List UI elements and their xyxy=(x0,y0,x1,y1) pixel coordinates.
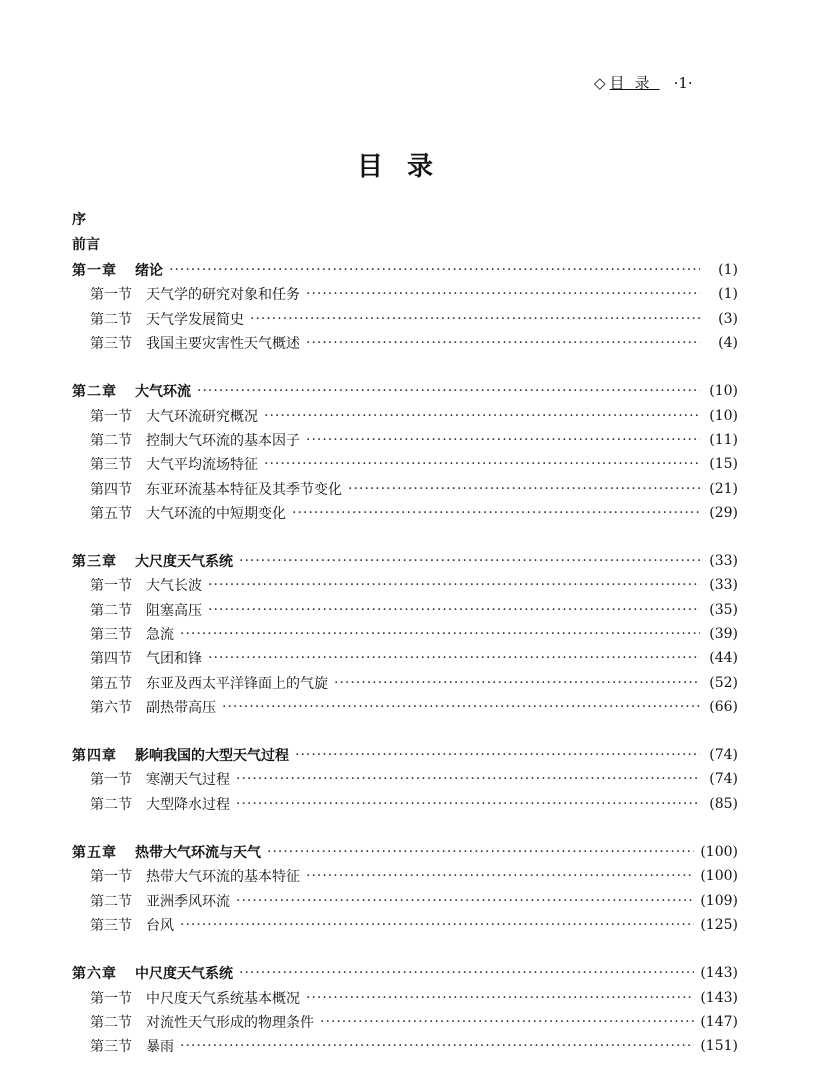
section-number: 第二节 xyxy=(90,893,132,910)
section-number: 第一节 xyxy=(90,990,132,1007)
section-title: 大型降水过程 xyxy=(146,796,230,813)
section-page-number: (39) xyxy=(709,626,738,642)
toc-section-row[interactable] xyxy=(72,307,738,331)
chapter-spacer xyxy=(72,719,738,743)
dot-leader xyxy=(222,699,700,715)
dot-leader xyxy=(306,432,700,448)
section-page-number: (10) xyxy=(709,407,738,424)
table-of-contents xyxy=(72,208,738,1058)
dot-leader xyxy=(236,771,700,787)
section-number: 第二节 xyxy=(90,432,132,449)
section-page-number: (74) xyxy=(709,771,738,788)
toc-section-row[interactable] xyxy=(72,501,738,525)
toc-section-row[interactable] xyxy=(72,695,738,719)
toc-section-row[interactable] xyxy=(72,428,738,452)
section-number: 第四节 xyxy=(90,481,132,498)
section-number: 第五节 xyxy=(90,505,132,522)
section-page-number: (147) xyxy=(700,1013,738,1030)
section-title: 大气环流的中短期变化 xyxy=(146,505,286,522)
toc-chapter-row[interactable] xyxy=(72,743,738,767)
toc-chapter-row[interactable] xyxy=(72,258,738,282)
chapter-title: 影响我国的大型天气过程 xyxy=(135,748,289,765)
toc-chapter-row[interactable] xyxy=(72,379,738,403)
section-title: 天气学的研究对象和任务 xyxy=(146,287,300,304)
toc-chapter-row[interactable] xyxy=(72,840,738,864)
section-page-number: (44) xyxy=(709,650,738,667)
chapter-page-number: (143) xyxy=(700,965,738,982)
toc-section-row[interactable] xyxy=(72,282,738,306)
chapter-title: 大气环流 xyxy=(135,384,191,401)
dot-leader xyxy=(236,893,694,909)
dot-leader xyxy=(267,844,694,860)
section-number: 第三节 xyxy=(90,1039,132,1056)
section-title: 大气长波 xyxy=(146,578,202,595)
chapter-spacer xyxy=(72,937,738,961)
chapter-title: 热带大气环流与天气 xyxy=(135,845,261,862)
section-number: 第二节 xyxy=(90,311,132,328)
dot-leader xyxy=(334,675,700,691)
chapter-number: 第一章 xyxy=(72,263,117,280)
section-title: 东亚环流基本特征及其季节变化 xyxy=(146,481,342,498)
toc-section-row[interactable] xyxy=(72,792,738,816)
section-title: 寒潮天气过程 xyxy=(146,772,230,789)
section-number: 第二节 xyxy=(90,796,132,813)
chapter-title: 绪论 xyxy=(135,263,163,280)
toc-section-row[interactable] xyxy=(72,476,738,500)
chapter-page-number: (100) xyxy=(700,844,738,861)
dot-leader xyxy=(208,650,700,666)
toc-section-row[interactable] xyxy=(72,622,738,646)
section-title: 天气学发展简史 xyxy=(146,311,244,328)
section-title: 中尺度天气系统基本概况 xyxy=(146,990,300,1007)
running-head-label: 目录 xyxy=(609,74,660,92)
dot-leader xyxy=(306,335,700,351)
section-title: 急流 xyxy=(146,627,174,643)
section-number: 第一节 xyxy=(90,287,132,304)
section-number: 第一节 xyxy=(90,578,132,595)
section-title: 控制大气环流的基本因子 xyxy=(146,432,300,449)
section-title: 对流性天气形成的物理条件 xyxy=(146,1014,314,1031)
dot-leader xyxy=(239,965,694,981)
dot-leader xyxy=(180,1038,694,1054)
chapter-title: 中尺度天气系统 xyxy=(135,966,233,983)
section-page-number: (66) xyxy=(709,698,738,715)
dot-leader xyxy=(180,917,694,933)
toc-chapter-row[interactable] xyxy=(72,549,738,573)
chapter-number: 第五章 xyxy=(72,845,117,862)
section-page-number: (33) xyxy=(709,577,738,594)
dot-leader xyxy=(180,626,700,642)
chapter-spacer xyxy=(72,525,738,549)
section-number: 第四节 xyxy=(90,651,132,668)
toc-section-row[interactable] xyxy=(72,598,738,622)
chapter-number: 第三章 xyxy=(72,554,117,571)
dot-leader xyxy=(208,602,700,618)
toc-section-row[interactable] xyxy=(72,1010,738,1034)
section-title: 阻塞高压 xyxy=(146,602,202,619)
chapter-spacer xyxy=(72,355,738,379)
chapter-spacer xyxy=(72,816,738,840)
toc-section-row[interactable] xyxy=(72,452,738,476)
running-head-page-number: ·1· xyxy=(673,74,693,92)
dot-leader xyxy=(306,286,700,302)
dot-leader xyxy=(264,456,700,472)
section-page-number: (125) xyxy=(700,916,738,933)
section-title: 热带大气环流的基本特征 xyxy=(146,869,300,886)
section-page-number: (4) xyxy=(718,335,738,352)
section-page-number: (15) xyxy=(709,456,738,473)
section-number: 第五节 xyxy=(90,675,132,692)
chapter-page-number: (10) xyxy=(709,383,738,400)
section-title: 大气环流研究概况 xyxy=(146,408,258,425)
section-page-number: (35) xyxy=(709,601,738,618)
section-page-number: (11) xyxy=(709,431,738,448)
toc-section-row[interactable] xyxy=(72,985,738,1009)
toc-section-row[interactable] xyxy=(72,331,738,355)
chapter-page-number: (74) xyxy=(709,747,738,764)
dot-leader xyxy=(208,577,700,593)
front-matter-foreword: 前言 xyxy=(72,237,100,253)
chapter-number: 第四章 xyxy=(72,748,117,765)
toc-section-row[interactable] xyxy=(72,403,738,427)
toc-section-row[interactable] xyxy=(72,889,738,913)
section-title: 亚洲季风环流 xyxy=(146,893,230,910)
section-page-number: (143) xyxy=(700,989,738,1006)
toc-section-row[interactable] xyxy=(72,573,738,597)
section-page-number: (1) xyxy=(718,286,738,303)
chapter-number: 第六章 xyxy=(72,966,117,983)
diamond-outline-icon: ◇ xyxy=(594,74,606,92)
chapter-page-number: (1) xyxy=(718,262,738,279)
toc-section-row[interactable] xyxy=(72,767,738,791)
section-number: 第一节 xyxy=(90,869,132,886)
section-title: 大气平均流场特征 xyxy=(146,457,258,474)
section-title: 东亚及西太平洋锋面上的气旋 xyxy=(146,675,328,692)
section-number: 第三节 xyxy=(90,627,132,643)
chapter-number: 第二章 xyxy=(72,384,117,401)
toc-section-row[interactable] xyxy=(72,1034,738,1058)
dot-leader xyxy=(239,553,700,569)
toc-section-row[interactable] xyxy=(72,670,738,694)
section-page-number: (3) xyxy=(718,310,738,327)
section-number: 第二节 xyxy=(90,1014,132,1031)
section-page-number: (52) xyxy=(709,674,738,691)
section-title: 气团和锋 xyxy=(146,651,202,668)
chapter-title: 大尺度天气系统 xyxy=(135,554,233,571)
dot-leader xyxy=(320,1014,694,1030)
dot-leader xyxy=(250,311,700,327)
section-number: 第三节 xyxy=(90,457,132,474)
section-number: 第一节 xyxy=(90,772,132,789)
page-title: 目录 xyxy=(356,152,457,182)
section-title: 台风 xyxy=(146,917,174,934)
running-head xyxy=(594,72,693,93)
section-number: 第三节 xyxy=(90,917,132,934)
section-number: 第一节 xyxy=(90,408,132,425)
section-page-number: (21) xyxy=(709,480,738,497)
dot-leader xyxy=(169,262,700,278)
dot-leader xyxy=(306,990,694,1006)
section-title: 我国主要灾害性天气概述 xyxy=(146,336,300,353)
section-page-number: (100) xyxy=(700,868,738,885)
section-title: 副热带高压 xyxy=(146,699,216,716)
dot-leader xyxy=(264,408,700,424)
chapter-list xyxy=(72,258,738,1058)
toc-chapter-row[interactable] xyxy=(72,961,738,985)
dot-leader xyxy=(236,796,700,812)
section-page-number: (85) xyxy=(709,795,738,812)
section-title: 暴雨 xyxy=(146,1039,174,1056)
section-number: 第六节 xyxy=(90,699,132,716)
front-matter-preface: 序 xyxy=(72,212,86,228)
dot-leader xyxy=(295,747,700,763)
section-number: 第三节 xyxy=(90,336,132,353)
dot-leader xyxy=(306,868,694,884)
section-page-number: (151) xyxy=(700,1038,738,1055)
section-page-number: (109) xyxy=(700,892,738,909)
dot-leader xyxy=(292,505,700,521)
chapter-page-number: (33) xyxy=(709,553,738,570)
dot-leader xyxy=(197,383,700,399)
toc-section-row[interactable] xyxy=(72,646,738,670)
section-page-number: (29) xyxy=(709,504,738,521)
dot-leader xyxy=(348,481,700,497)
toc-section-row[interactable] xyxy=(72,864,738,888)
section-number: 第二节 xyxy=(90,602,132,619)
toc-section-row[interactable] xyxy=(72,913,738,937)
